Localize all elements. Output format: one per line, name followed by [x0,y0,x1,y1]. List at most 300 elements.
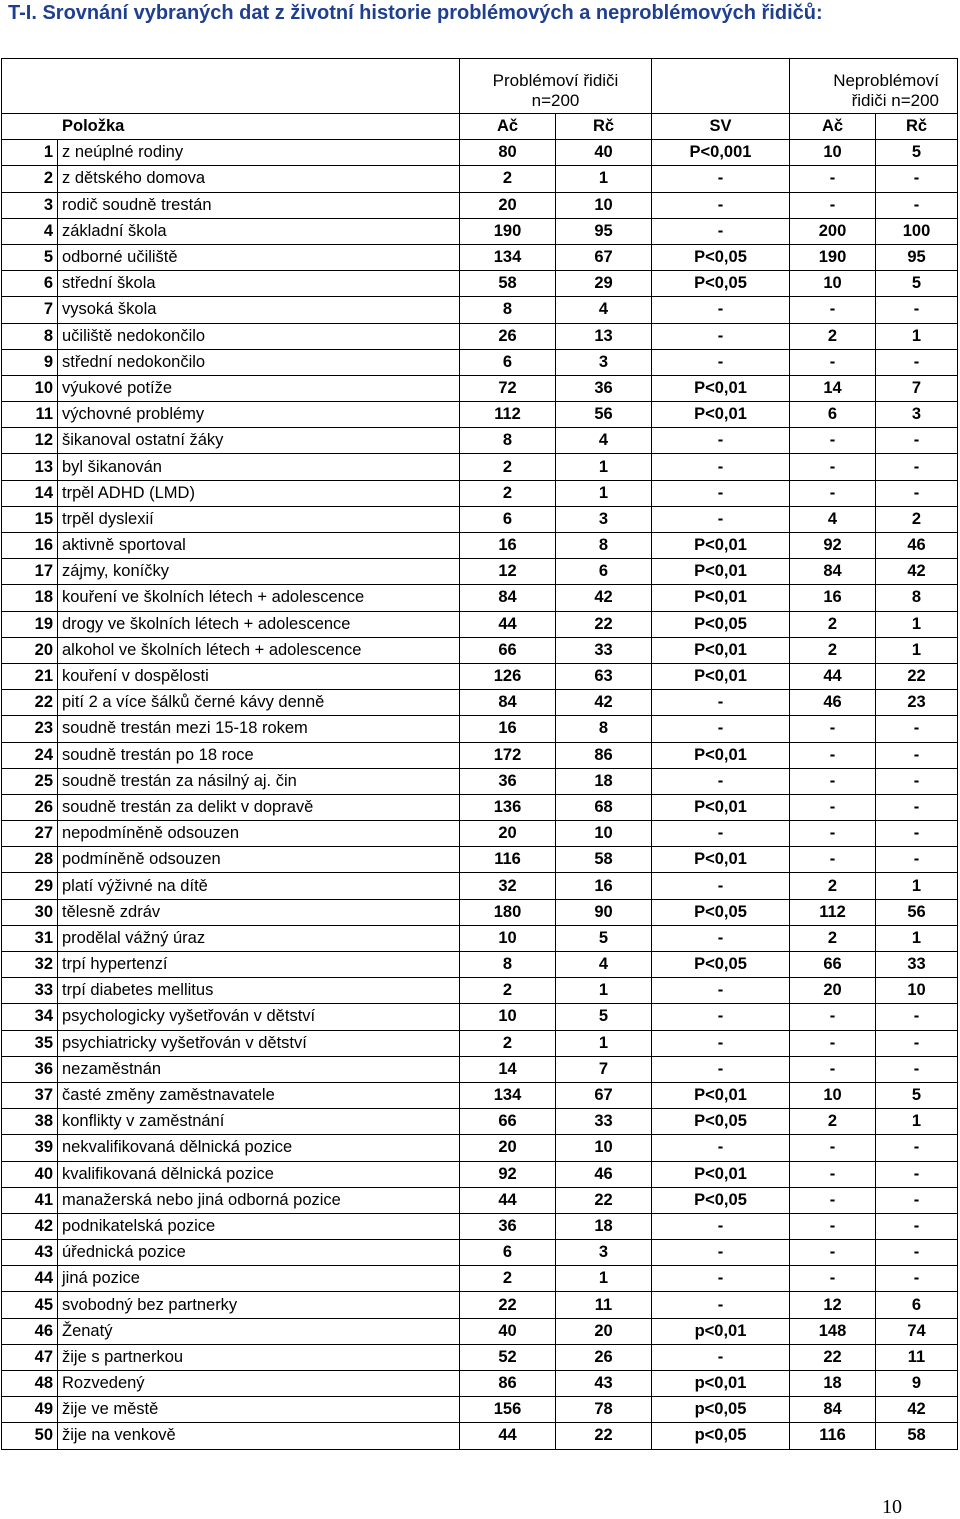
table-row [2,1423,958,1449]
row-item: podnikatelská pozice [58,1213,460,1239]
row-number: 44 [2,1266,58,1292]
row-nonproblem-abs: - [790,192,876,218]
row-nonproblem-abs: 46 [790,690,876,716]
row-item: trpěl ADHD (LMD) [58,480,460,506]
row-significance: p<0,05 [652,1423,790,1449]
row-problem-abs: 16 [460,716,556,742]
row-problem-rel: 1 [556,454,652,480]
row-problem-rel: 78 [556,1397,652,1423]
row-significance: - [652,716,790,742]
table-row [2,297,958,323]
row-item: prodělal vážný úraz [58,925,460,951]
table-row [2,1318,958,1344]
table-row [2,768,958,794]
row-nonproblem-abs: 12 [790,1292,876,1318]
row-item: podmíněně odsouzen [58,847,460,873]
row-item: kouření v dospělosti [58,663,460,689]
row-nonproblem-abs: - [790,428,876,454]
row-significance: P<0,01 [652,847,790,873]
row-number: 27 [2,821,58,847]
row-significance: - [652,323,790,349]
row-significance: - [652,821,790,847]
row-significance: P<0,05 [652,899,790,925]
table-row [2,480,958,506]
row-significance: P<0,001 [652,140,790,166]
row-significance: - [652,349,790,375]
row-item: manažerská nebo jiná odborná pozice [58,1187,460,1213]
row-nonproblem-abs: 20 [790,978,876,1004]
row-significance: P<0,05 [652,952,790,978]
row-number: 2 [2,166,58,192]
row-significance: - [652,1030,790,1056]
row-item: časté změny zaměstnavatele [58,1082,460,1108]
row-significance: P<0,01 [652,637,790,663]
row-number: 30 [2,899,58,925]
row-number: 5 [2,244,58,270]
row-problem-rel: 33 [556,1109,652,1135]
row-nonproblem-abs: 44 [790,663,876,689]
row-nonproblem-abs: 16 [790,585,876,611]
table-row [2,375,958,401]
row-significance: - [652,506,790,532]
row-problem-rel: 22 [556,1423,652,1449]
header-blank-cell [2,59,460,114]
row-problem-abs: 2 [460,480,556,506]
row-number: 3 [2,192,58,218]
row-significance: P<0,01 [652,402,790,428]
row-problem-abs: 20 [460,821,556,847]
row-problem-rel: 13 [556,323,652,349]
row-problem-rel: 68 [556,794,652,820]
row-item: výukové potíže [58,375,460,401]
table-row [2,1030,958,1056]
table-row [2,847,958,873]
nonproblem-drivers-count: řidiči n=200 [851,91,940,110]
row-significance: - [652,1213,790,1239]
table-row [2,140,958,166]
row-number: 16 [2,533,58,559]
row-item: šikanoval ostatní žáky [58,428,460,454]
row-number: 17 [2,559,58,585]
row-problem-rel: 8 [556,533,652,559]
row-significance: P<0,01 [652,559,790,585]
row-significance: - [652,1240,790,1266]
row-item: odborné učiliště [58,244,460,270]
row-problem-abs: 10 [460,1004,556,1030]
row-nonproblem-abs: - [790,454,876,480]
row-number: 1 [2,140,58,166]
row-item: nezaměstnán [58,1056,460,1082]
row-number: 25 [2,768,58,794]
table-row [2,271,958,297]
row-problem-rel: 5 [556,1004,652,1030]
row-problem-rel: 33 [556,637,652,663]
row-nonproblem-rel: 1 [876,873,958,899]
table-row [2,1397,958,1423]
row-nonproblem-rel: 9 [876,1371,958,1397]
row-problem-rel: 16 [556,873,652,899]
row-number: 45 [2,1292,58,1318]
row-nonproblem-abs: 148 [790,1318,876,1344]
header-blank-sv-cell [652,59,790,114]
row-number: 11 [2,402,58,428]
row-nonproblem-rel: - [876,716,958,742]
row-problem-rel: 3 [556,1240,652,1266]
row-item: psychiatricky vyšetřován v dětství [58,1030,460,1056]
row-nonproblem-abs: - [790,768,876,794]
row-nonproblem-rel: - [876,1240,958,1266]
row-significance: - [652,1004,790,1030]
row-nonproblem-rel: - [876,1056,958,1082]
row-problem-abs: 84 [460,690,556,716]
table-row [2,454,958,480]
row-number: 50 [2,1423,58,1449]
row-nonproblem-rel: - [876,1161,958,1187]
row-item: trpí hypertenzí [58,952,460,978]
row-nonproblem-rel: - [876,297,958,323]
row-problem-abs: 156 [460,1397,556,1423]
row-nonproblem-rel: - [876,1266,958,1292]
row-significance: - [652,297,790,323]
row-nonproblem-abs: - [790,297,876,323]
row-item: svobodný bez partnerky [58,1292,460,1318]
table-row [2,1109,958,1135]
row-problem-rel: 42 [556,690,652,716]
row-nonproblem-abs: - [790,847,876,873]
row-problem-rel: 8 [556,716,652,742]
column-header-sv: SV [652,114,790,140]
row-problem-abs: 2 [460,166,556,192]
row-item: soudně trestán za násilný aj. čin [58,768,460,794]
column-header-rc2: Rč [876,114,958,140]
row-significance: - [652,218,790,244]
row-nonproblem-abs: 10 [790,140,876,166]
row-number: 40 [2,1161,58,1187]
row-nonproblem-abs: 14 [790,375,876,401]
row-problem-rel: 26 [556,1344,652,1370]
row-nonproblem-rel: 42 [876,1397,958,1423]
row-nonproblem-abs: 2 [790,873,876,899]
row-problem-rel: 67 [556,244,652,270]
row-problem-abs: 84 [460,585,556,611]
column-header-ac2: Ač [790,114,876,140]
row-significance: P<0,01 [652,1082,790,1108]
row-problem-rel: 20 [556,1318,652,1344]
row-problem-rel: 86 [556,742,652,768]
row-item: zájmy, koníčky [58,559,460,585]
row-problem-rel: 10 [556,1135,652,1161]
row-nonproblem-rel: 7 [876,375,958,401]
row-number: 38 [2,1109,58,1135]
row-problem-rel: 1 [556,1266,652,1292]
row-problem-rel: 63 [556,663,652,689]
row-nonproblem-abs: - [790,349,876,375]
row-nonproblem-rel: 56 [876,899,958,925]
row-significance: P<0,05 [652,1109,790,1135]
row-number: 35 [2,1030,58,1056]
row-item: kvalifikovaná dělnická pozice [58,1161,460,1187]
row-significance: P<0,01 [652,1161,790,1187]
row-number: 26 [2,794,58,820]
row-item: aktivně sportoval [58,533,460,559]
table-row [2,585,958,611]
row-significance: P<0,01 [652,663,790,689]
row-item: střední škola [58,271,460,297]
row-nonproblem-rel: 8 [876,585,958,611]
row-nonproblem-abs: 84 [790,559,876,585]
row-number: 43 [2,1240,58,1266]
row-nonproblem-rel: 5 [876,140,958,166]
row-problem-rel: 22 [556,1187,652,1213]
row-problem-rel: 1 [556,480,652,506]
table-row [2,506,958,532]
row-nonproblem-rel: 1 [876,925,958,951]
row-nonproblem-rel: 100 [876,218,958,244]
row-problem-abs: 72 [460,375,556,401]
row-problem-abs: 22 [460,1292,556,1318]
row-item: psychologicky vyšetřován v dětství [58,1004,460,1030]
row-significance: - [652,1292,790,1318]
row-nonproblem-abs: - [790,742,876,768]
row-nonproblem-rel: - [876,742,958,768]
row-number: 20 [2,637,58,663]
group-header-row [2,59,958,114]
row-nonproblem-abs: - [790,821,876,847]
row-problem-rel: 3 [556,506,652,532]
row-nonproblem-abs: - [790,1004,876,1030]
table-row [2,166,958,192]
row-nonproblem-abs: 116 [790,1423,876,1449]
table-row [2,663,958,689]
row-item: nekvalifikovaná dělnická pozice [58,1135,460,1161]
row-nonproblem-abs: 18 [790,1371,876,1397]
row-nonproblem-rel: 1 [876,1109,958,1135]
comparison-table [1,58,958,1450]
row-problem-abs: 134 [460,244,556,270]
table-row [2,1135,958,1161]
row-significance: - [652,454,790,480]
table-row [2,690,958,716]
row-nonproblem-rel: 74 [876,1318,958,1344]
row-problem-abs: 44 [460,1187,556,1213]
row-nonproblem-abs: - [790,1266,876,1292]
row-significance: - [652,1056,790,1082]
row-problem-abs: 8 [460,428,556,454]
row-problem-abs: 26 [460,323,556,349]
row-number: 21 [2,663,58,689]
row-problem-abs: 2 [460,1266,556,1292]
row-problem-rel: 58 [556,847,652,873]
row-problem-rel: 22 [556,611,652,637]
row-nonproblem-abs: - [790,1187,876,1213]
row-nonproblem-abs: 112 [790,899,876,925]
row-nonproblem-rel: - [876,1030,958,1056]
row-problem-rel: 10 [556,821,652,847]
row-item: střední nedokončilo [58,349,460,375]
row-problem-abs: 14 [460,1056,556,1082]
row-problem-abs: 6 [460,1240,556,1266]
row-problem-abs: 20 [460,1135,556,1161]
table-row [2,1004,958,1030]
row-number: 49 [2,1397,58,1423]
row-significance: - [652,480,790,506]
row-nonproblem-abs: 2 [790,637,876,663]
row-nonproblem-abs: 200 [790,218,876,244]
row-problem-rel: 4 [556,428,652,454]
row-item: alkohol ve školních létech + adolescence [58,637,460,663]
row-significance: - [652,192,790,218]
row-nonproblem-rel: 95 [876,244,958,270]
column-header-ac1: Ač [460,114,556,140]
row-item: vysoká škola [58,297,460,323]
row-nonproblem-rel: - [876,166,958,192]
row-significance: P<0,05 [652,1187,790,1213]
row-problem-rel: 36 [556,375,652,401]
row-item: soudně trestán za delikt v dopravě [58,794,460,820]
row-problem-abs: 112 [460,402,556,428]
row-item: drogy ve školních létech + adolescence [58,611,460,637]
row-nonproblem-rel: 5 [876,271,958,297]
row-nonproblem-rel: 1 [876,323,958,349]
row-nonproblem-abs: - [790,1030,876,1056]
row-problem-abs: 36 [460,1213,556,1239]
table-row [2,794,958,820]
row-nonproblem-rel: - [876,428,958,454]
row-significance: - [652,690,790,716]
row-nonproblem-rel: - [876,349,958,375]
row-significance: - [652,873,790,899]
row-significance: P<0,05 [652,244,790,270]
table-row [2,192,958,218]
row-problem-abs: 134 [460,1082,556,1108]
row-significance: P<0,05 [652,271,790,297]
row-number: 13 [2,454,58,480]
row-number: 22 [2,690,58,716]
row-problem-abs: 8 [460,297,556,323]
table-row [2,1161,958,1187]
row-problem-abs: 180 [460,899,556,925]
row-number: 24 [2,742,58,768]
table-row [2,978,958,1004]
row-significance: - [652,166,790,192]
row-nonproblem-rel: - [876,794,958,820]
row-nonproblem-rel: - [876,768,958,794]
row-problem-abs: 20 [460,192,556,218]
row-significance: - [652,978,790,1004]
row-significance: - [652,1266,790,1292]
row-number: 42 [2,1213,58,1239]
row-item: z dětského domova [58,166,460,192]
column-header-item: Položka [2,114,460,140]
row-number: 41 [2,1187,58,1213]
row-number: 18 [2,585,58,611]
row-problem-abs: 6 [460,506,556,532]
row-nonproblem-abs: - [790,480,876,506]
row-nonproblem-abs: 2 [790,611,876,637]
nonproblem-drivers-header [790,59,958,114]
table-row [2,533,958,559]
row-problem-rel: 42 [556,585,652,611]
row-nonproblem-abs: - [790,1056,876,1082]
row-problem-abs: 136 [460,794,556,820]
table-row [2,1371,958,1397]
table-row [2,428,958,454]
row-problem-abs: 2 [460,454,556,480]
row-number: 33 [2,978,58,1004]
row-problem-abs: 40 [460,1318,556,1344]
row-nonproblem-rel: 1 [876,611,958,637]
row-problem-rel: 7 [556,1056,652,1082]
row-item: žije na venkově [58,1423,460,1449]
row-nonproblem-abs: 6 [790,402,876,428]
row-significance: - [652,428,790,454]
row-nonproblem-rel: - [876,847,958,873]
row-problem-rel: 4 [556,297,652,323]
row-problem-rel: 11 [556,1292,652,1318]
row-item: žije ve městě [58,1397,460,1423]
row-significance: P<0,05 [652,611,790,637]
row-nonproblem-rel: 2 [876,506,958,532]
row-problem-abs: 32 [460,873,556,899]
row-number: 10 [2,375,58,401]
row-problem-abs: 2 [460,1030,556,1056]
row-item: z neúplné rodiny [58,140,460,166]
row-problem-abs: 44 [460,611,556,637]
row-nonproblem-rel: - [876,1135,958,1161]
table-row [2,218,958,244]
row-nonproblem-rel: 22 [876,663,958,689]
row-problem-rel: 1 [556,978,652,1004]
row-nonproblem-rel: 23 [876,690,958,716]
problem-drivers-header [460,59,652,114]
row-item: soudně trestán po 18 roce [58,742,460,768]
row-nonproblem-abs: - [790,1213,876,1239]
row-problem-rel: 6 [556,559,652,585]
row-item: žije s partnerkou [58,1344,460,1370]
row-problem-abs: 86 [460,1371,556,1397]
row-item: úřednická pozice [58,1240,460,1266]
row-significance: - [652,768,790,794]
row-number: 7 [2,297,58,323]
row-significance: - [652,1135,790,1161]
row-significance: - [652,925,790,951]
row-significance: p<0,05 [652,1397,790,1423]
row-problem-abs: 172 [460,742,556,768]
problem-drivers-label: Problémoví řidiči [492,71,619,90]
column-header-row [2,114,958,140]
row-item: trpí diabetes mellitus [58,978,460,1004]
row-nonproblem-rel: 42 [876,559,958,585]
row-problem-rel: 56 [556,402,652,428]
row-nonproblem-abs: 22 [790,1344,876,1370]
row-significance: P<0,01 [652,533,790,559]
row-problem-rel: 1 [556,166,652,192]
row-significance: P<0,01 [652,375,790,401]
row-problem-rel: 3 [556,349,652,375]
row-number: 48 [2,1371,58,1397]
row-problem-abs: 92 [460,1161,556,1187]
row-number: 12 [2,428,58,454]
row-problem-rel: 18 [556,1213,652,1239]
row-nonproblem-abs: 92 [790,533,876,559]
table-row [2,1187,958,1213]
row-significance: - [652,1344,790,1370]
table-row [2,637,958,663]
row-nonproblem-rel: - [876,1004,958,1030]
row-problem-rel: 95 [556,218,652,244]
table-row [2,559,958,585]
row-item: učiliště nedokončilo [58,323,460,349]
